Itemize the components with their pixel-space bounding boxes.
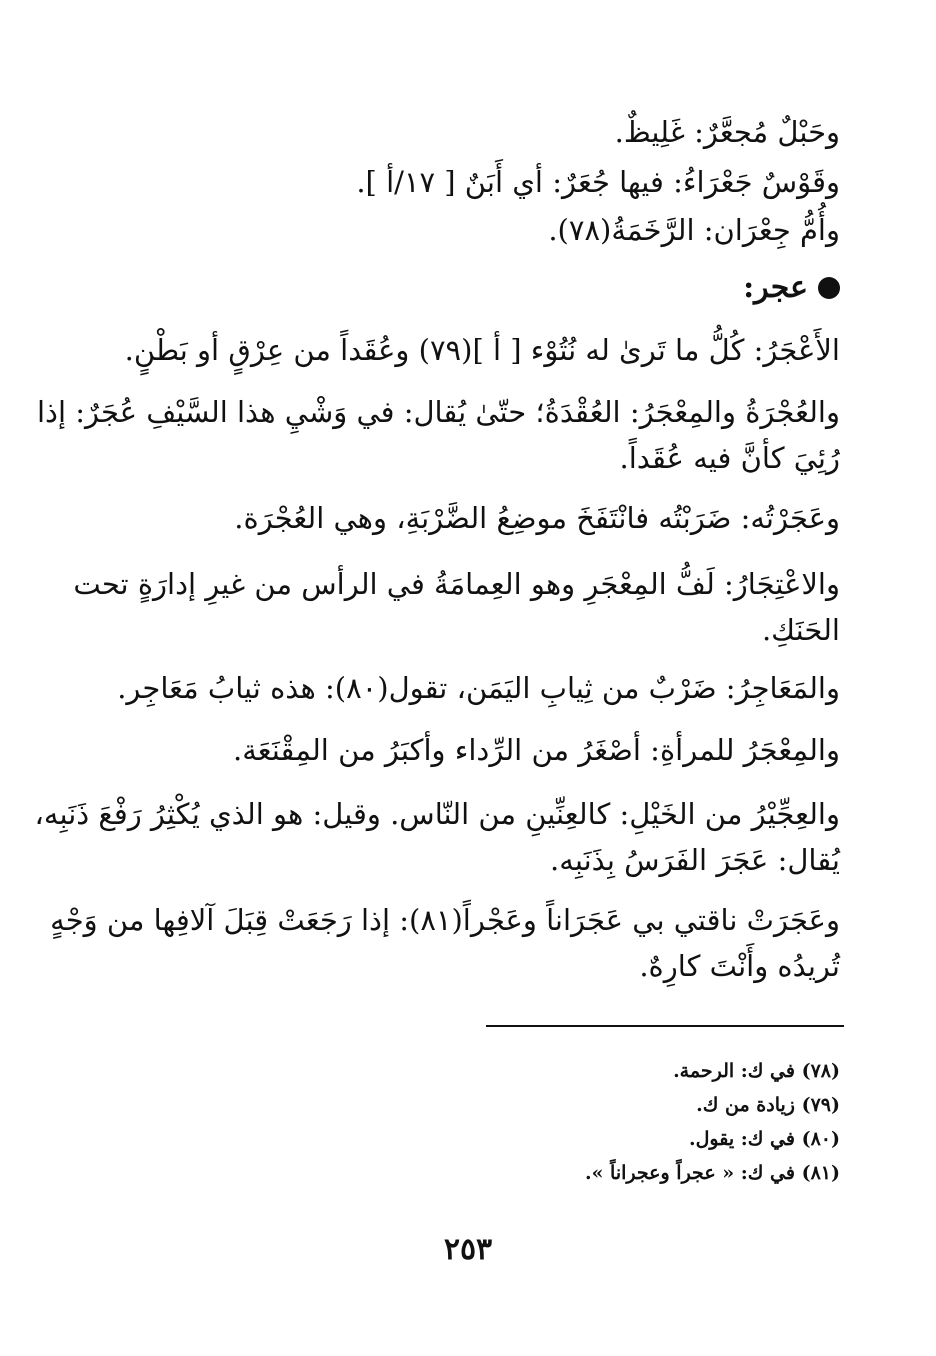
text-line: والمِعْجَرُ للمرأةِ: أصْغَرُ من الرِّداء وأكبَرُ من المِقْنَعَة. bbox=[233, 733, 840, 767]
text-line: والعِجِّيْرُ من الخَيْلِ: كالعِنِّينِ من النّاس. وقيل: هو الذي يُكْثِرُ رَفْعَ ذَنَبِه، bbox=[34, 797, 840, 831]
text-line: وحَبْلٌ مُجعَّرٌ: غَلِيظٌ. bbox=[614, 115, 840, 149]
bullet-icon bbox=[818, 277, 840, 299]
text-line: والعُجْرَةُ والمِعْجَرُ: العُقْدَةُ؛ حتّىٰ يُقال: في وَشْيِ هذا السَّيْفِ عُجَرٌ: إذا bbox=[36, 395, 840, 429]
page-number: ٢٥٣ bbox=[443, 1232, 493, 1267]
entry-heading bbox=[743, 266, 840, 310]
footnote: (٧٨) في ك: الرحمة. bbox=[673, 1060, 840, 1082]
text-line: وعَجَرَتْ ناقتي بي عَجَرَاناً وعَجْراً(٨١): إذا رَجَعَتْ قِبَلَ آلافِها من وَجْهٍ bbox=[50, 903, 840, 937]
text-line: وأُمُّ جِعْرَان: الرَّخَمَةُ(٧٨). bbox=[548, 213, 840, 247]
footnote: (٨١) في ك: « عجراً وعجراناً ». bbox=[584, 1162, 840, 1184]
text-line: رُئِيَ كأنَّ فيه عُقَداً. bbox=[619, 441, 840, 475]
text-line: وعَجَرْتُه: ضَرَبْتُه فانْتَفَخَ موضِعُ الضَّرْبَةِ، وهي العُجْرَة. bbox=[234, 501, 840, 535]
footnote: (٨٠) في ك: يقول. bbox=[689, 1128, 840, 1150]
text-line: وقَوْسٌ جَعْرَاءُ: فيها جُعَرٌ: أي أَبَنٌ [ ١٧/أ ]. bbox=[356, 165, 840, 199]
text-line: الأَعْجَرُ: كُلُّ ما تَرىٰ له نُتُوْء [ أ ](٧٩) وعُقَداً من عِرْقٍ أو بَطْنٍ. bbox=[124, 333, 840, 367]
text-line: يُقال: عَجَرَ الفَرَسُ بِذَنَبِه. bbox=[550, 843, 840, 877]
footnote-divider bbox=[486, 1025, 844, 1027]
text-line: والمَعَاجِرُ: ضَرْبٌ من ثِيابِ اليَمَن، تقول(٨٠): هذه ثيابُ مَعَاجِر. bbox=[117, 671, 840, 705]
text-line: الحَنَكِ. bbox=[761, 613, 840, 647]
text-line: والاعْتِجَارُ: لَفُّ المِعْجَرِ وهو العِمامَةُ في الرأس من غيرِ إدارَةٍ تحت bbox=[73, 567, 840, 601]
entry-heading-label: عجر: bbox=[743, 270, 808, 305]
footnote: (٧٩) زيادة من ك. bbox=[696, 1094, 840, 1116]
text-line: تُريدُه وأَنْتَ كارِهٌ. bbox=[639, 949, 840, 983]
